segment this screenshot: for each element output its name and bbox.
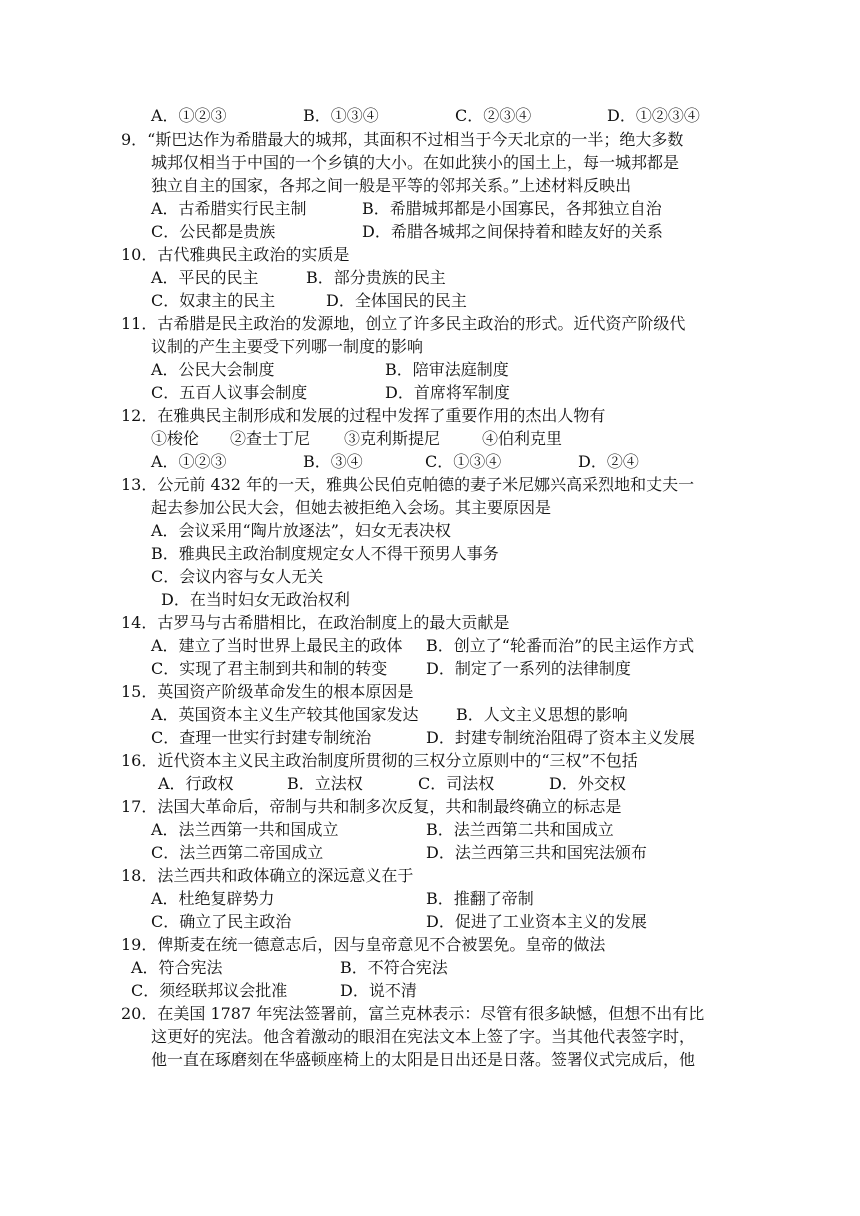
- q18-option-d: D．促进了工业资本主义的发展: [426, 912, 647, 931]
- q17-option-d: D．法兰西第三共和国宪法颁布: [426, 843, 647, 862]
- q18-option-b: B．推翻了帝制: [426, 889, 534, 908]
- q12-stem: 12．在雅典民主制形成和发展的过程中发挥了重要作用的杰出人物有: [121, 406, 606, 425]
- q17-option-b: B．法兰西第二共和国成立: [426, 820, 614, 839]
- q13-stem-line-1: 13．公元前 432 年的一天，雅典公民伯克帕德的妻子米尼娜兴高采烈地和丈夫一: [121, 475, 695, 494]
- q11-option-c: C．五百人议事会制度: [151, 383, 308, 402]
- q17-option-c: C．法兰西第二帝国成立: [151, 843, 324, 862]
- q10-stem: 10．古代雅典民主政治的实质是: [121, 245, 350, 264]
- q19-option-b: B．不符合宪法: [340, 958, 448, 977]
- q19-option-c: C．须经联邦议会批准: [131, 981, 288, 1000]
- q11-stem-line-2: 议制的产生主要受下列哪一制度的影响: [151, 337, 424, 356]
- q9-stem-line-3: 独立自主的国家，各邦之间一般是平等的邻邦关系。”上述材料反映出: [151, 176, 632, 195]
- q19-option-d: D．说不清: [340, 981, 417, 1000]
- q13-stem-line-2: 起去参加公民大会，但她去被拒绝入会场。其主要原因是: [151, 498, 552, 517]
- q19-stem: 19．俾斯麦在统一德意志后，因与皇帝意见不合被罢免。皇帝的做法: [121, 935, 606, 954]
- q18-option-c: C．确立了民主政治: [151, 912, 292, 931]
- q16-stem: 16．近代资本主义民主政治制度所贯彻的三权分立原则中的“三权”不包括: [121, 751, 638, 770]
- q13-option-a: A．会议采用“陶片放逐法”，妇女无表决权: [151, 521, 451, 540]
- q9-stem-line-1: 9．“斯巴达作为希腊最大的城邦，其面积不过相当于今天北京的一半；绝大多数: [121, 130, 684, 149]
- q14-option-a: A．建立了当时世界上最民主的政体: [151, 636, 403, 655]
- q12-person-1: ①梭伦: [151, 429, 200, 448]
- q15-stem: 15．英国资产阶级革命发生的根本原因是: [121, 682, 414, 701]
- q20-stem-line-2: 这更好的宪法。他含着激动的眼泪在宪法文本上签了字。当其他代表签字时，: [151, 1027, 696, 1046]
- q12-option-a: A．①②③: [151, 452, 227, 471]
- q12-option-d: D．②④: [578, 452, 639, 471]
- q14-option-b: B．创立了“轮番而治”的民主运作方式: [426, 636, 695, 655]
- q16-option-b: B．立法权: [287, 774, 363, 793]
- q8-option-b: B．①③④: [303, 106, 379, 125]
- q14-stem: 14．古罗马与古希腊相比，在政治制度上的最大贡献是: [121, 613, 510, 632]
- q16-option-c: C．司法权: [418, 774, 495, 793]
- q12-person-2: ②查士丁尼: [230, 429, 311, 448]
- q12-option-b: B．③④: [303, 452, 363, 471]
- q12-person-3: ③克利斯提尼: [344, 429, 441, 448]
- q11-option-d: D．首席将军制度: [385, 383, 510, 402]
- q16-option-a: A．行政权: [158, 774, 234, 793]
- q13-option-c: C．会议内容与女人无关: [151, 567, 324, 586]
- q20-stem-line-1: 20．在美国 1787 年宪法签署前，富兰克林表示：尽管有很多缺憾，但想不出有比: [121, 1004, 705, 1023]
- q14-option-c: C．实现了君主制到共和制的转变: [151, 659, 388, 678]
- q17-stem: 17．法国大革命后，帝制与共和制多次反复，共和制最终确立的标志是: [121, 797, 622, 816]
- q12-person-4: ④伯利克里: [482, 429, 563, 448]
- q10-option-c: C．奴隶主的民主: [151, 291, 276, 310]
- q16-option-d: D．外交权: [549, 774, 626, 793]
- q17-option-a: A．法兰西第一共和国成立: [151, 820, 339, 839]
- q9-option-b: B．希腊城邦都是小国寡民，各邦独立自治: [362, 199, 662, 218]
- q11-option-b: B．陪审法庭制度: [385, 360, 509, 379]
- q10-option-d: D．全体国民的民主: [326, 291, 467, 310]
- q12-option-c: C．①③④: [425, 452, 502, 471]
- q10-option-b: B．部分贵族的民主: [306, 268, 446, 287]
- q14-option-d: D．制定了一系列的法律制度: [426, 659, 631, 678]
- q15-option-b: B．人文主义思想的影响: [456, 705, 628, 724]
- q18-option-a: A．杜绝复辟势力: [151, 889, 275, 908]
- q13-option-d: D．在当时妇女无政治权利: [161, 590, 350, 609]
- q11-stem-line-1: 11．古希腊是民主政治的发源地，创立了许多民主政治的形式。近代资产阶级代: [121, 314, 686, 333]
- q9-option-c: C．公民都是贵族: [151, 222, 276, 241]
- q20-stem-line-3: 他一直在琢磨刻在华盛顿座椅上的太阳是日出还是日落。签署仪式完成后，他: [151, 1050, 696, 1069]
- q15-option-d: D．封建专制统治阻碍了资本主义发展: [426, 728, 695, 747]
- q8-option-a: A．①②③: [151, 106, 227, 125]
- q9-option-a: A．古希腊实行民主制: [151, 199, 307, 218]
- q8-option-c: C．②③④: [455, 106, 532, 125]
- q10-option-a: A．平民的民主: [151, 268, 259, 287]
- q13-option-b: B．雅典民主政治制度规定女人不得干预男人事务: [151, 544, 499, 563]
- q9-stem-line-2: 城邦仅相当于中国的一个乡镇的大小。在如此狭小的国土上，每一城邦都是: [151, 153, 680, 172]
- q11-option-a: A．公民大会制度: [151, 360, 275, 379]
- q8-option-d: D．①②③④: [607, 106, 700, 125]
- q18-stem: 18．法兰西共和政体确立的深远意义在于: [121, 866, 414, 885]
- q15-option-c: C．查理一世实行封建专制统治: [151, 728, 372, 747]
- q19-option-a: A．符合宪法: [131, 958, 223, 977]
- q15-option-a: A．英国资本主义生产较其他国家发达: [151, 705, 419, 724]
- q9-option-d: D．希腊各城邦之间保持着和睦友好的关系: [362, 222, 663, 241]
